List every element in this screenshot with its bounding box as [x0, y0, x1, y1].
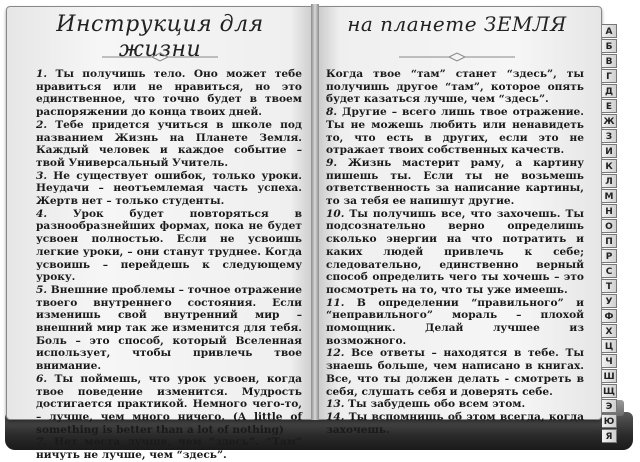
alphabet-tab[interactable]: Я [602, 429, 617, 443]
right-page-text [326, 68, 584, 436]
alphabet-tab[interactable]: Р [602, 249, 617, 263]
rule-item: 14. Ты вспомнишь об этом всегда, когда захочешь. [326, 410, 584, 436]
book [2, 2, 638, 462]
alphabet-tab[interactable]: Л [602, 174, 617, 188]
ornament-icon [12, 52, 308, 62]
alphabet-tab[interactable]: Э [602, 399, 617, 413]
rule-item: 8. Другие – всего лишь твое отражение. Ты не можешь любить или ненавидеть то, что есть в других, если это не отражает твоих собственных качеств. [326, 106, 584, 157]
alphabet-tab[interactable]: Т [602, 279, 617, 293]
alphabet-tab[interactable]: К [602, 159, 617, 173]
alphabet-tab[interactable]: М [602, 189, 617, 203]
left-page-title: Инструкция для жизни [56, 12, 264, 62]
alphabet-tab[interactable]: О [602, 219, 617, 233]
rule-item: 11. В определении “правильного” и “неправильного” мораль – плохой помощник. Делай лучшее из возможного. [326, 296, 584, 347]
alphabet-tab[interactable]: В [602, 54, 617, 68]
left-page-text [36, 68, 302, 462]
alphabet-tab[interactable]: Ю [602, 414, 617, 428]
alphabet-tab[interactable]: П [602, 234, 617, 248]
alphabet-tab[interactable]: Х [602, 324, 617, 338]
alphabet-tab[interactable]: Е [602, 99, 617, 113]
alphabet-tab[interactable]: А [602, 24, 617, 38]
alphabet-tab[interactable]: Д [602, 84, 617, 98]
rule-item: Когда твое “там” станет “здесь”, ты получишь другое “там”, которое опять будет казаться лучше, чем “здесь”. [326, 68, 584, 106]
alphabet-tab[interactable]: Ф [602, 309, 617, 323]
rule-item: 9. Жизнь мастерит раму, а картину пишешь ты. Если ты не возьмешь ответственность за написание картины, то за тебя ее напишут другие. [326, 156, 584, 208]
alphabet-tab[interactable]: Н [602, 204, 617, 218]
rule-item: 7. Нет места лучше, чем “здесь”. “Там” ничуть не лучше, чем “здесь”. [36, 436, 302, 462]
rule-item: 2. Тебе придется учиться в школе под названием Жизнь на Планете Земля. Каждый человек и каждое событие – твой Универсальный Учитель. [36, 118, 302, 169]
rule-item: 5. Внешние проблемы – точное отражение твоего внутреннего состояния. Если изменишь свой внутренний мир – внешний мир так же изменится для тебя. Боль – это способ, который Вселенная использует, чтобы привлечь твое внимание. [36, 283, 302, 373]
rule-item: 10. Ты получишь все, что захочешь. Ты подсознательно верно определишь сколько энергии на что потратить и каких людей привлечь к себе; следовательно, единственно верный способ определить чего ты хочешь – это посмотреть на то, что ты уже имеешь. [326, 207, 584, 296]
rule-item: 4. Урок будет повторяться в разнообразнейших формах, пока не будет усвоен полностью. Если не усвоишь легкие уроки, – они станут труднее. Когда усвоишь – перейдешь к следующему уроку. [36, 207, 302, 284]
rule-item: 12. Все ответы – находятся в тебе. Ты знаешь больше, чем написано в книгах. Все, что ты должен делать - смотреть в себя, слушать себя и доверять себе. [326, 347, 584, 398]
alphabet-tab[interactable]: С [602, 264, 617, 278]
alphabet-tab[interactable]: И [602, 144, 617, 158]
book-spine [311, 4, 319, 420]
rule-item: 13. Ты забудешь обо всем этом. [326, 398, 526, 411]
alphabet-tab[interactable]: У [602, 294, 617, 308]
alphabet-tab[interactable]: Ж [602, 114, 617, 128]
alphabet-tab[interactable]: Щ [602, 384, 617, 398]
ornament-icon [322, 52, 592, 62]
alphabet-tab[interactable]: З [602, 129, 617, 143]
alphabet-tab[interactable]: Г [602, 69, 617, 83]
alphabet-tab[interactable]: Ш [602, 369, 617, 383]
right-page-title: на планете ЗЕМЛЯ [347, 12, 567, 36]
alphabet-tab[interactable]: Б [602, 39, 617, 53]
rule-item: 1. Ты получишь тело. Оно может тебе нравиться или не нравиться, но это единственное, что точно будет в твоем распоряжении до конца твоих дней. [36, 68, 302, 119]
rule-item: 6. Ты поймешь, что урок усвоен, когда твое поведение изменится. Мудрость достигается практикой. Немного чего-то, – лучше, чем много ничего. (A little of something is better than a lot of nothing) [36, 372, 302, 436]
alphabet-tab[interactable]: Ч [602, 354, 617, 368]
alphabet-tabs [602, 24, 618, 444]
alphabet-tab[interactable]: Ц [602, 339, 617, 353]
rule-item: 3. Не существует ошибок, только уроки. Неудачи – неотъемлемая часть успеха. Жертв нет – только студенты. [36, 169, 302, 208]
